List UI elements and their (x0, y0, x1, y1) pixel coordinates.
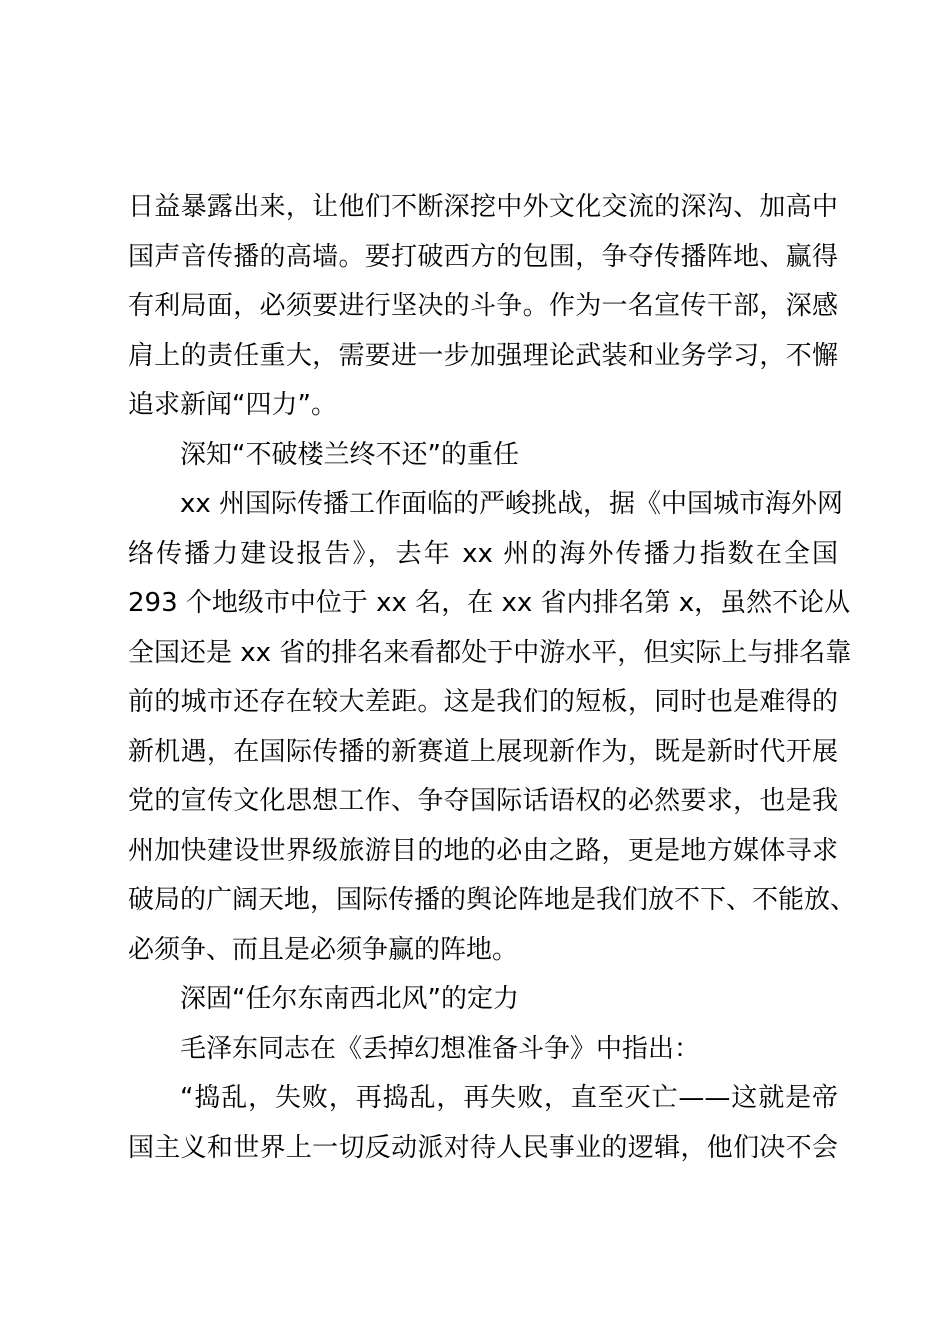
text-line: 追求新闻“四力”。 (128, 390, 337, 420)
text-line: 全国还是 xx 省的排名来看都处于中游水平，但实际上与排名靠 (128, 637, 852, 668)
text-line: “捣乱，失败，再捣乱，再失败，直至灭亡——这就是帝 (180, 1083, 838, 1113)
text-line: 肩上的责任重大，需要进一步加强理论武装和业务学习，不懈 (128, 340, 838, 371)
text-line: 国主义和世界上一切反动派对待人民事业的逻辑，他们决不会 (128, 1132, 838, 1163)
text-line: 破局的广阔天地，国际传播的舆论阵地是我们放不下、不能放、 (128, 885, 857, 915)
text-line: xx 州国际传播工作面临的严峻挑战，据《中国城市海外网 (180, 489, 844, 519)
text-line: 前的城市还存在较大差距。这是我们的短板，同时也是难得的 (128, 687, 838, 717)
text-line: 国声音传播的高墙。要打破西方的包围，争夺传播阵地、赢得 (128, 241, 838, 272)
text-line: 毛泽东同志在《丢掉幻想准备斗争》中指出： (180, 1033, 701, 1064)
text-line: 新机遇，在国际传播的新赛道上展现新作为，既是新时代开展 (128, 736, 838, 767)
text-line: 深固“任尔东南西北风”的定力 (180, 984, 519, 1014)
text-line: 有利局面，必须要进行坚决的斗争。作为一名宣传干部，深感 (128, 291, 838, 321)
text-line: 党的宣传文化思想工作、争夺国际话语权的必然要求，也是我 (128, 786, 838, 816)
text-line: 日益暴露出来，让他们不断深挖中外文化交流的深沟、加高中 (128, 192, 838, 222)
text-line: 必须争、而且是必须争赢的阵地。 (128, 934, 519, 965)
text-line: 州加快建设世界级旅游目的地的必由之路，更是地方媒体寻求 (128, 835, 838, 866)
document-body (128, 183, 857, 1173)
text-line: 深知“不破楼兰终不还”的重任 (180, 439, 519, 470)
text-line: 293 个地级市中位于 xx 名，在 xx 省内排名第 x，虽然不论从 (128, 588, 851, 618)
text-line: 络传播力建设报告》，去年 xx 州的海外传播力指数在全国 (128, 538, 838, 569)
